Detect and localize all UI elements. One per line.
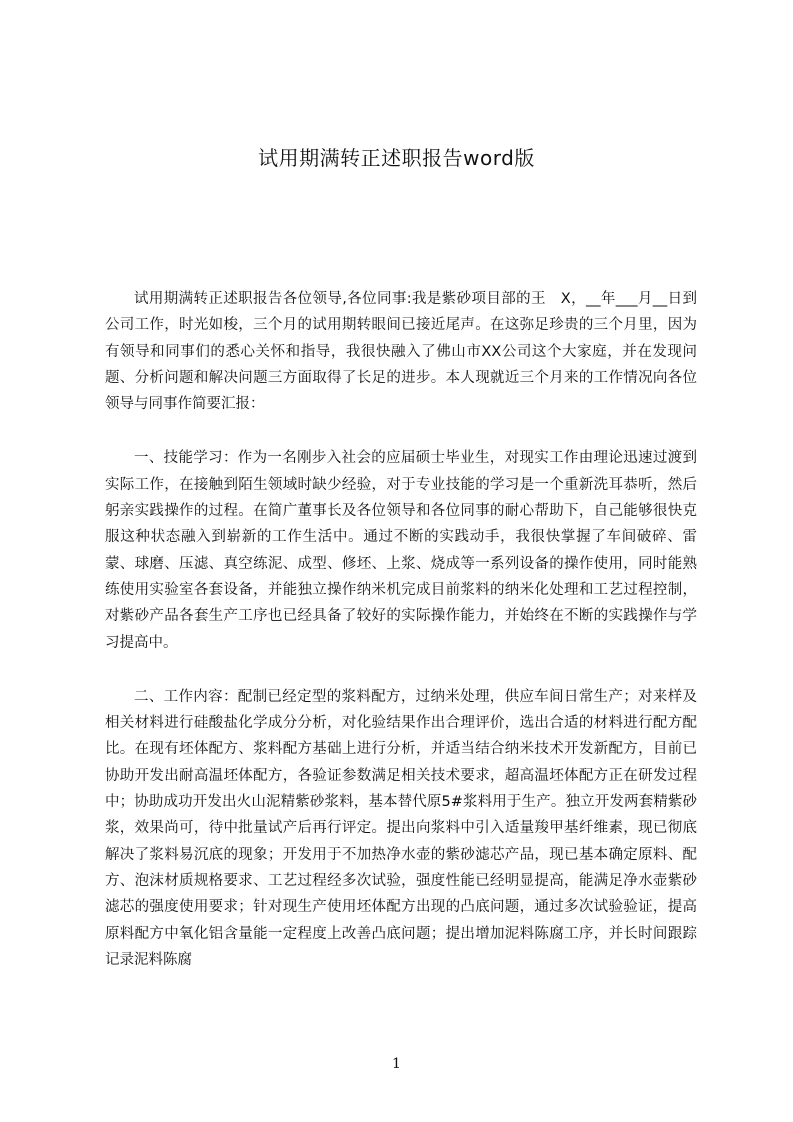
document-body xyxy=(105,286,697,1001)
skill-learning-paragraph: 一、技能学习：作为一名刚步入社会的应届硕士毕业生，对现实工作由理论迅速过渡到实际工作，在接触到陌生领域时缺少经验，对于专业技能的学习是一个重新洗耳恭听，然后躬亲实践操作的过程。在简广董事长及各位领导和各位同事的耐心帮助下，自己能够很快克服这种状态融入到崭新的工作生活中。通过不断的实践动手，我很快掌握了车间破碎、雷蒙、球磨、压滤、真空练泥、成型、修坯、上浆、烧成等一系列设备的操作使用，同时能熟练使用实验室各套设备，并能独立操作纳米机完成目前浆料的纳米化处理和工艺过程控制，对紫砂产品各套生产工序也已经具备了较好的实际操作能力，并始终在不断的实践操作与学习提高中。 xyxy=(105,450,697,651)
work-content-paragraph: 二、工作内容：配制已经定型的浆料配方，过纳米处理，供应车间日常生产；对来样及相关材料进行硅酸盐化学成分分析，对化验结果作出合理评价，选出合适的材料进行配方配比。在现有坯体配方、浆料配方基础上进行分析，并适当结合纳米技术开发新配方，目前已协助开发出耐高温坯体配方，各验证参数满足相关技术要求，超高温坯体配方正在研发过程中；协助成功开发出火山泥精紫砂浆料，基本替代原5#浆料用于生产。独立开发两套精紫砂浆，效果尚可，待中批量试产后再行评定。提出向浆料中引入适量羧甲基纤维素，现已彻底解决了浆料易沉底的现象；开发用于不加热净水壶的紫砂滤芯产品，现已基本确定原料、配方、泡沫材质规格要求、工艺过程经多次试验，强度性能已经明显提高，能满足净水壶紫砂滤芯的强度使用要求；针对现生产使用坯体配方出现的凸底问题，通过多次试验验证，提高原料配方中氧化铝含量能一定程度上改善凸底问题；提出增加泥料陈腐工序，并长时间跟踪记录泥料陈腐 xyxy=(105,688,697,968)
document-title: 试用期满转正述职报告word版 xyxy=(258,146,535,170)
intro-paragraph: 试用期满转正述职报告各位领导,各位同事:我是紫砂项目部的王 X，__年___月__日到公司工作，时光如梭，三个月的试用期转眼间已接近尾声。在这弥足珍贵的三个月里，因为有领导和同事们的悉心关怀和指导，我很快融入了佛山市XX公司这个大家庭，并在发现问题、分析问题和解决问题三方面取得了长足的进步。本人现就近三个月来的工作情况向各位领导与同事作简要汇报： xyxy=(105,291,697,413)
page-number: 1 xyxy=(392,1056,401,1072)
